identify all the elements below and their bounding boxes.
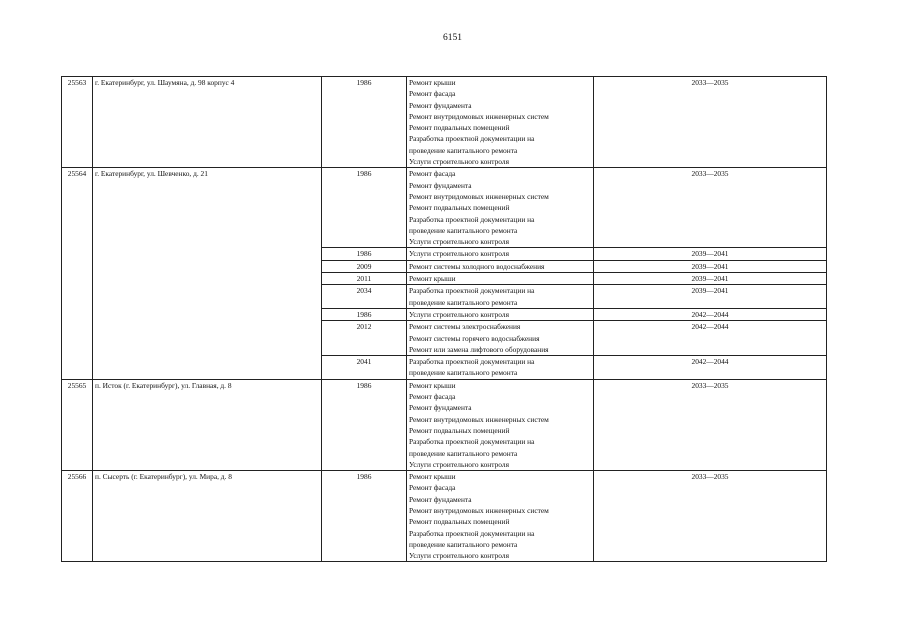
works-list <box>407 285 594 309</box>
works-list <box>407 77 594 168</box>
work-item: Ремонт подвальных помещений <box>409 517 510 527</box>
page-number: 6151 <box>443 33 462 43</box>
planned-period: 2033—2035 <box>594 77 827 168</box>
base-year: 2041 <box>322 356 407 380</box>
work-item: проведение капитального ремонта <box>409 539 518 549</box>
work-item: Ремонт подвальных помещений <box>409 123 510 133</box>
work-item: Ремонт внутридомовых инженерных систем <box>409 505 549 515</box>
work-item: Разработка проектной документации на <box>409 134 535 144</box>
work-item: Разработка проектной документации на <box>409 286 535 296</box>
work-item: Услуги строительного контроля <box>409 157 509 167</box>
work-item: Разработка проектной документации на <box>409 437 535 447</box>
work-item: проведение капитального ремонта <box>409 297 518 307</box>
work-item: Ремонт системы горячего водоснабжения <box>409 333 540 343</box>
base-year: 1986 <box>322 248 407 260</box>
work-item: Ремонт внутридомовых инженерных систем <box>409 191 549 201</box>
work-item: Ремонт внутридомовых инженерных систем <box>409 111 549 121</box>
base-year: 1986 <box>322 308 407 320</box>
work-item: Услуги строительного контроля <box>409 237 509 247</box>
works-list <box>407 273 594 285</box>
record-address: г. Екатеринбург, ул. Шевченко, д. 21 <box>93 168 322 379</box>
work-item: Ремонт подвальных помещений <box>409 203 510 213</box>
record-id: 25564 <box>62 168 93 379</box>
works-list <box>407 308 594 320</box>
work-item: Ремонт подвальных помещений <box>409 425 510 435</box>
work-item: Услуги строительного контроля <box>409 249 509 259</box>
planned-period: 2039—2041 <box>594 248 827 260</box>
planned-period: 2042—2044 <box>594 356 827 380</box>
planned-period: 2039—2041 <box>594 285 827 309</box>
work-item: Ремонт крыши <box>409 78 456 87</box>
work-item: Разработка проектной документации на <box>409 357 535 367</box>
work-item: Ремонт фундамента <box>409 403 472 413</box>
work-item: Ремонт внутридомовых инженерных систем <box>409 414 549 424</box>
work-item: проведение капитального ремонта <box>409 225 518 235</box>
work-item: Разработка проектной документации на <box>409 528 535 538</box>
work-item: Ремонт фасада <box>409 483 456 493</box>
planned-period: 2039—2041 <box>594 273 827 285</box>
work-item: Ремонт системы электроснабжения <box>409 322 521 332</box>
planned-period: 2033—2035 <box>594 471 827 562</box>
work-item: Услуги строительного контроля <box>409 459 509 469</box>
works-list <box>407 168 594 248</box>
works-list <box>407 321 594 356</box>
repair-schedule-body <box>62 77 827 562</box>
work-item: Ремонт крыши <box>409 472 456 482</box>
table-row <box>62 379 827 470</box>
base-year: 2009 <box>322 260 407 272</box>
works-list <box>407 471 594 562</box>
work-item: Ремонт фасада <box>409 392 456 402</box>
work-item: Ремонт фундамента <box>409 180 472 190</box>
base-year: 2012 <box>322 321 407 356</box>
base-year: 2011 <box>322 273 407 285</box>
planned-period: 2033—2035 <box>594 168 827 248</box>
planned-period: 2042—2044 <box>594 308 827 320</box>
record-id: 25563 <box>62 77 93 168</box>
works-list <box>407 356 594 380</box>
work-item: Ремонт фундамента <box>409 494 472 504</box>
table-row <box>62 77 827 168</box>
table-row <box>62 168 827 248</box>
record-id: 25566 <box>62 471 93 562</box>
base-year: 1986 <box>322 471 407 562</box>
work-item: Ремонт фундамента <box>409 100 472 110</box>
work-item: Разработка проектной документации на <box>409 214 535 224</box>
work-item: проведение капитального ремонта <box>409 145 518 155</box>
works-list <box>407 260 594 272</box>
base-year: 1986 <box>322 168 407 248</box>
base-year: 1986 <box>322 379 407 470</box>
work-item: Ремонт крыши <box>409 380 456 390</box>
works-list <box>407 379 594 470</box>
record-id: 25565 <box>62 379 93 470</box>
planned-period: 2042—2044 <box>594 321 827 356</box>
work-item: Ремонт или замена лифтового оборудования <box>409 344 549 354</box>
work-item: проведение капитального ремонта <box>409 448 518 458</box>
work-item: Ремонт фасада <box>409 169 456 179</box>
repair-schedule-table <box>61 76 827 562</box>
record-address: п. Сысерть (г. Екатеринбург), ул. Мира, д. 8 <box>93 471 322 562</box>
work-item: Услуги строительного контроля <box>409 551 509 561</box>
works-list <box>407 248 594 260</box>
record-address: п. Исток (г. Екатеринбург), ул. Главная, д. 8 <box>93 379 322 470</box>
record-address: г. Екатеринбург, ул. Шаумяна, д. 98 корпус 4 <box>93 77 322 168</box>
work-item: Услуги строительного контроля <box>409 309 509 319</box>
base-year: 1986 <box>322 77 407 168</box>
base-year: 2034 <box>322 285 407 309</box>
work-item: проведение капитального ремонта <box>409 368 518 378</box>
work-item: Ремонт фасада <box>409 89 456 99</box>
planned-period: 2039—2041 <box>594 260 827 272</box>
table-row <box>62 471 827 562</box>
work-item: Ремонт системы холодного водоснабжения <box>409 261 545 271</box>
planned-period: 2033—2035 <box>594 379 827 470</box>
work-item: Ремонт крыши <box>409 274 456 284</box>
